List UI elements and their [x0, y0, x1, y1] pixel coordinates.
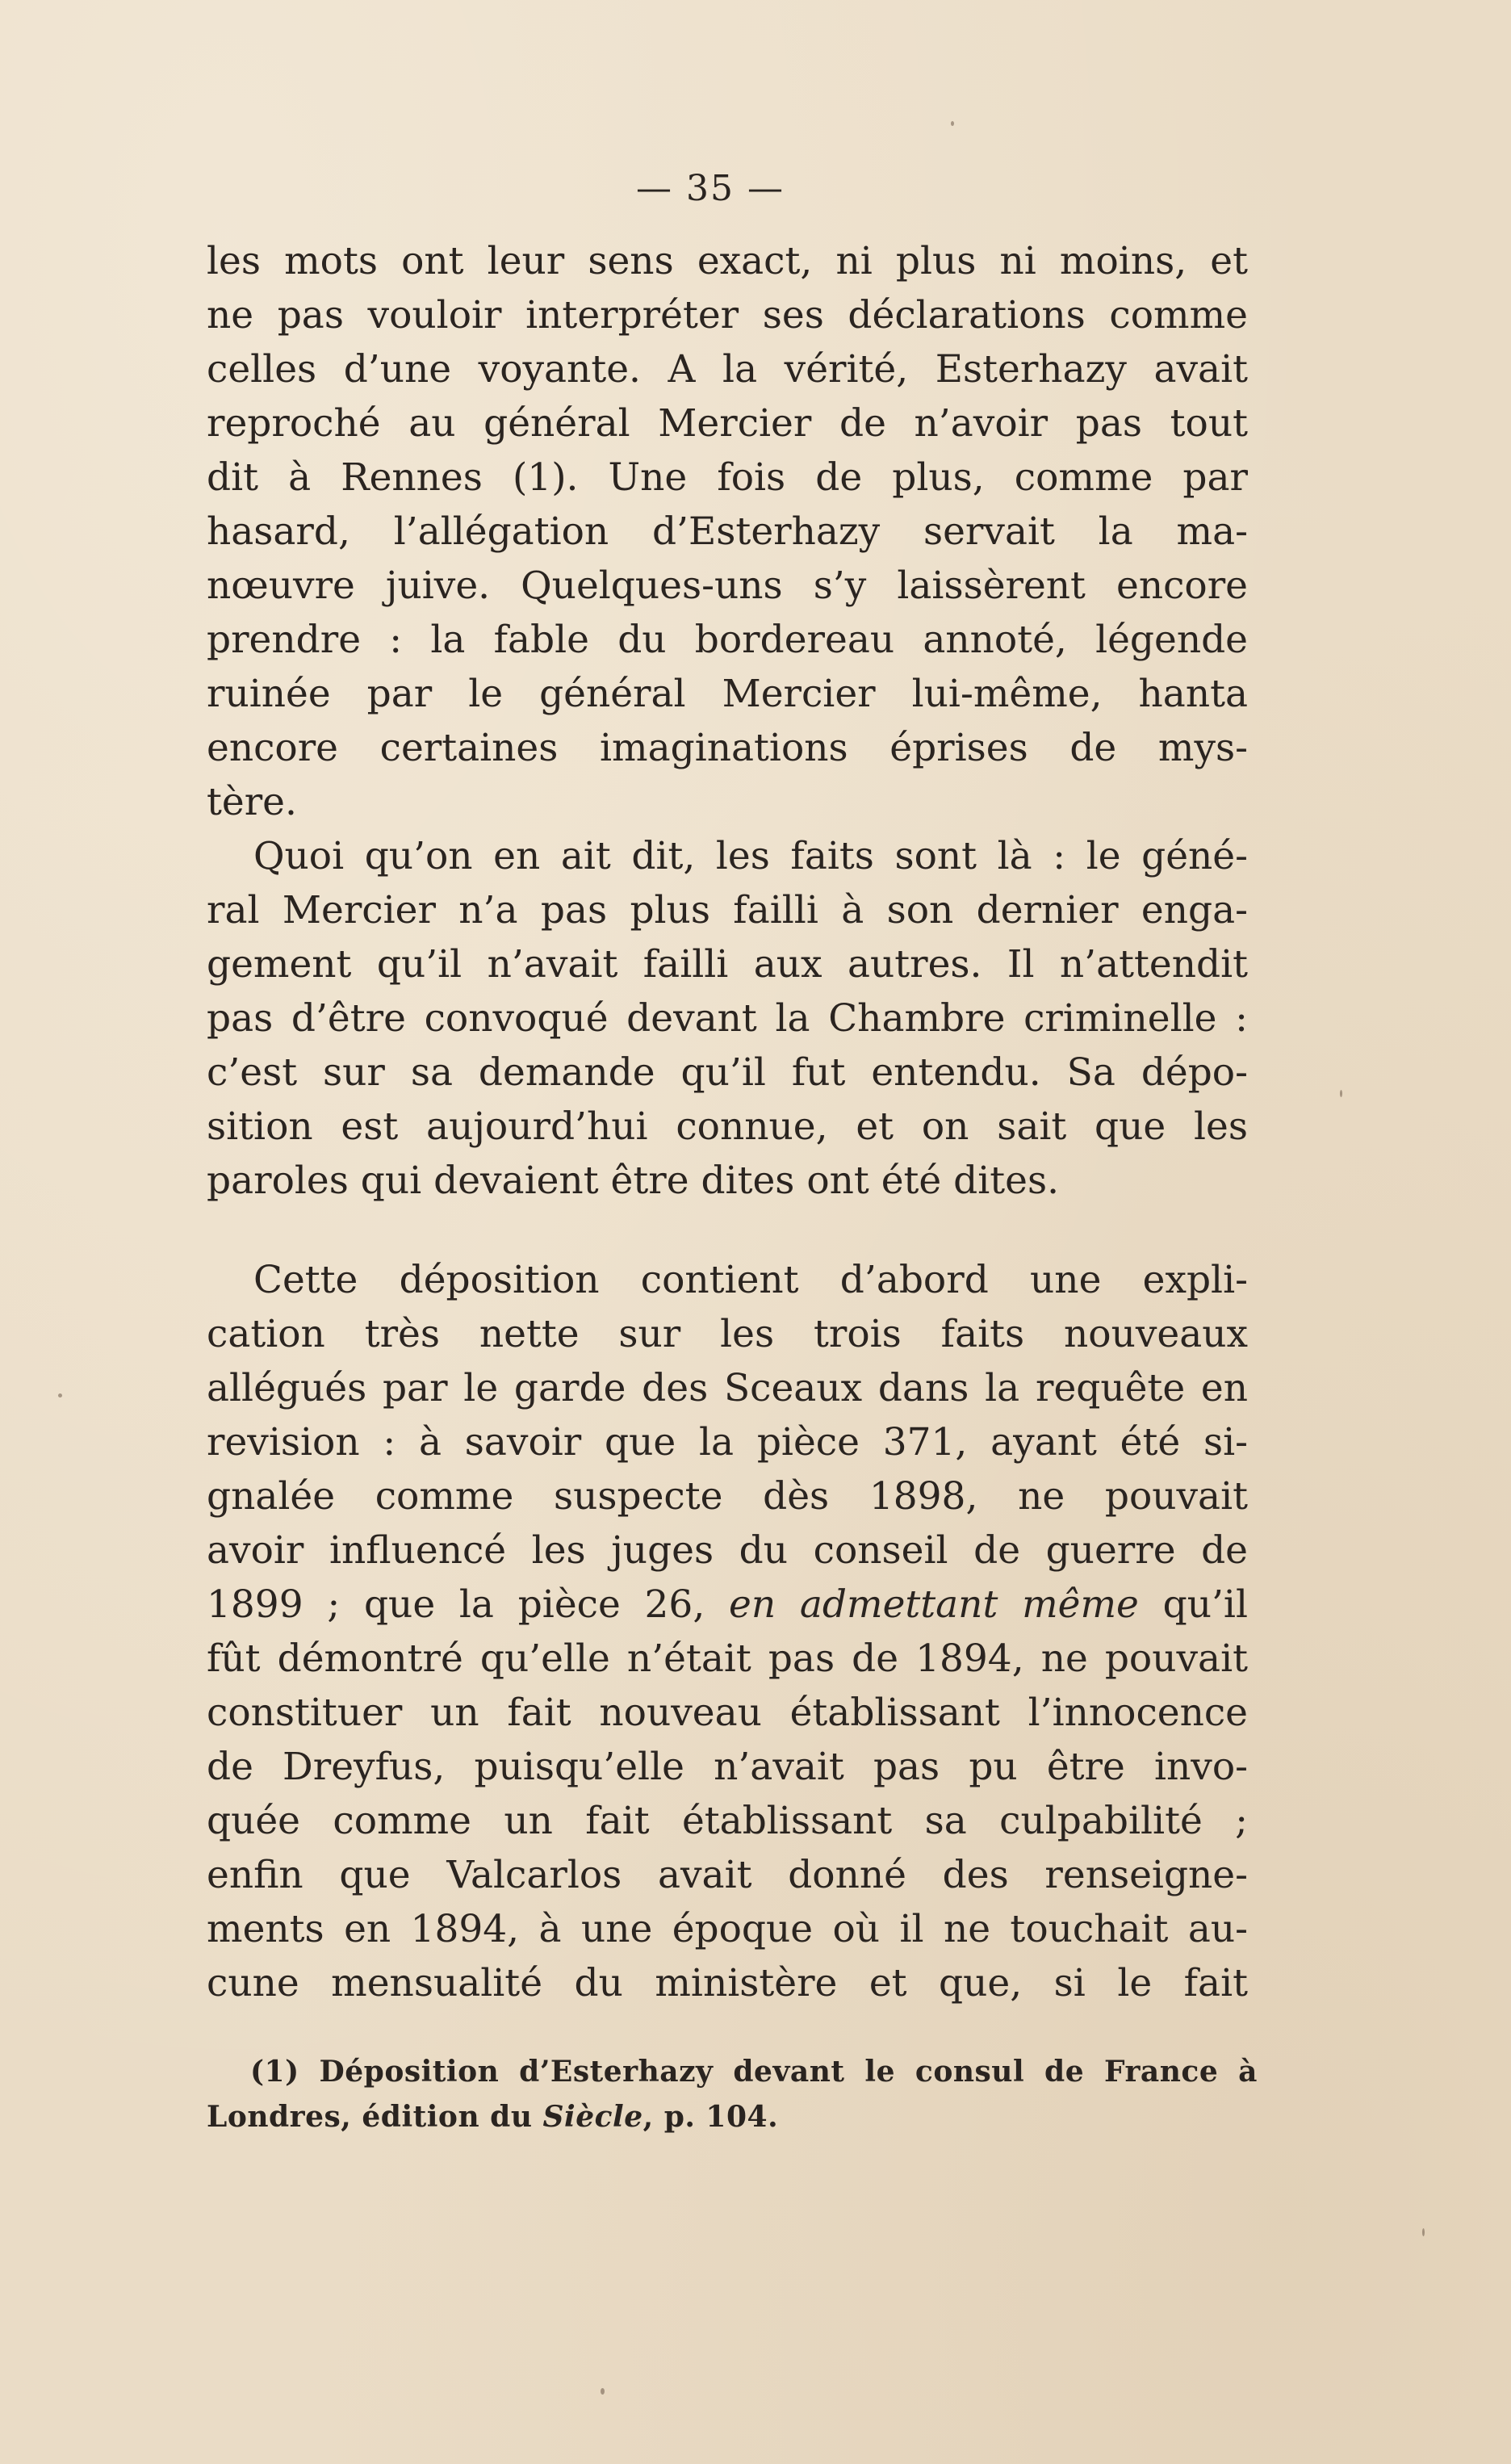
text-line: ments en 1894, à une époque où il ne touchait au- — [207, 1907, 1248, 1951]
text-line: tère. — [207, 780, 297, 824]
text-line: ral Mercier n’a pas plus failli à son dernier enga- — [207, 888, 1248, 932]
text-line: fût démontré qu’elle n’était pas de 1894, ne pouvait — [207, 1636, 1248, 1681]
text-line — [207, 1578, 1248, 1632]
footnote-line — [207, 2094, 1258, 2139]
italic-phrase: en admettant même — [729, 1582, 1139, 1627]
text-line: gnalée comme suspecte dès 1898, ne pouvait — [207, 1474, 1248, 1519]
text-line: encore certaines imaginations éprises de mys- — [207, 726, 1248, 770]
text-line: c’est sur sa demande qu’il fut entendu. Sa dépo- — [207, 1050, 1248, 1095]
italic-title: Siècle — [542, 2100, 643, 2134]
text-line: allégués par le garde des Sceaux dans la requête en — [207, 1366, 1248, 1410]
page-number: — 35 — — [636, 168, 785, 209]
text-line: reproché au général Mercier de n’avoir pas tout — [207, 401, 1248, 446]
paragraph-gap — [207, 1208, 1248, 1253]
text-line: Cette déposition contient d’abord une expli- — [253, 1258, 1248, 1302]
text-line: avoir influencé les juges du conseil de guerre de — [207, 1528, 1248, 1573]
text-line: revision : à savoir que la pièce 371, ayant été si- — [207, 1420, 1248, 1465]
text-line: dit à Rennes (1). Une fois de plus, comme par — [207, 455, 1248, 500]
paper-speck — [951, 121, 954, 126]
paper-speck — [1340, 1090, 1342, 1097]
text-line: ruinée par le général Mercier lui-même, hanta — [207, 672, 1248, 716]
text-segment: Londres, édition du — [207, 2100, 533, 2134]
text-line: pas d’être convoqué devant la Chambre criminelle : — [207, 996, 1248, 1041]
paper-speck — [58, 1393, 62, 1398]
text-line: les mots ont leur sens exact, ni plus ni moins, et — [207, 239, 1248, 283]
text-line: constituer un fait nouveau établissant l’innocence — [207, 1691, 1248, 1735]
text-line: paroles qui devaient être dites ont été dites. — [207, 1159, 1060, 1203]
paper-speck — [601, 2388, 605, 2395]
text-line: gement qu’il n’avait failli aux autres. Il n’attendit — [207, 942, 1248, 987]
text-segment: qu’il — [1162, 1582, 1248, 1627]
footnote — [207, 2049, 1258, 2139]
text-line: cation très nette sur les trois faits nouveaux — [207, 1312, 1248, 1356]
text-line: celles d’une voyante. A la vérité, Esterhazy avait — [207, 347, 1248, 392]
text-line: de Dreyfus, puisqu’elle n’avait pas pu être invo- — [207, 1745, 1248, 1789]
main-text — [207, 234, 1248, 2010]
text-line: sition est aujourd’hui connue, et on sait que les — [207, 1104, 1248, 1149]
text-line: hasard, l’allégation d’Esterhazy servait la ma- — [207, 509, 1248, 554]
text-line: quée comme un fait établissant sa culpabilité ; — [207, 1799, 1248, 1843]
text-line: nœuvre juive. Quelques-uns s’y laissèrent encore — [207, 564, 1248, 608]
text-line: prendre : la fable du bordereau annoté, légende — [207, 618, 1248, 662]
footnote-line: (1) Déposition d’Esterhazy devant le consul de France à — [250, 2055, 1258, 2089]
text-segment: 1899 ; que la pièce 26, — [207, 1582, 705, 1627]
text-line: Quoi qu’on en ait dit, les faits sont là : le géné- — [253, 834, 1248, 878]
text-line: cune mensualité du ministère et que, si le fait — [207, 1961, 1248, 2005]
text-line: enfin que Valcarlos avait donné des renseigne- — [207, 1853, 1248, 1897]
text-line: ne pas vouloir interpréter ses déclarations comme — [207, 293, 1248, 337]
text-segment: , p. 104. — [642, 2100, 779, 2134]
paper-speck — [1422, 2228, 1425, 2236]
